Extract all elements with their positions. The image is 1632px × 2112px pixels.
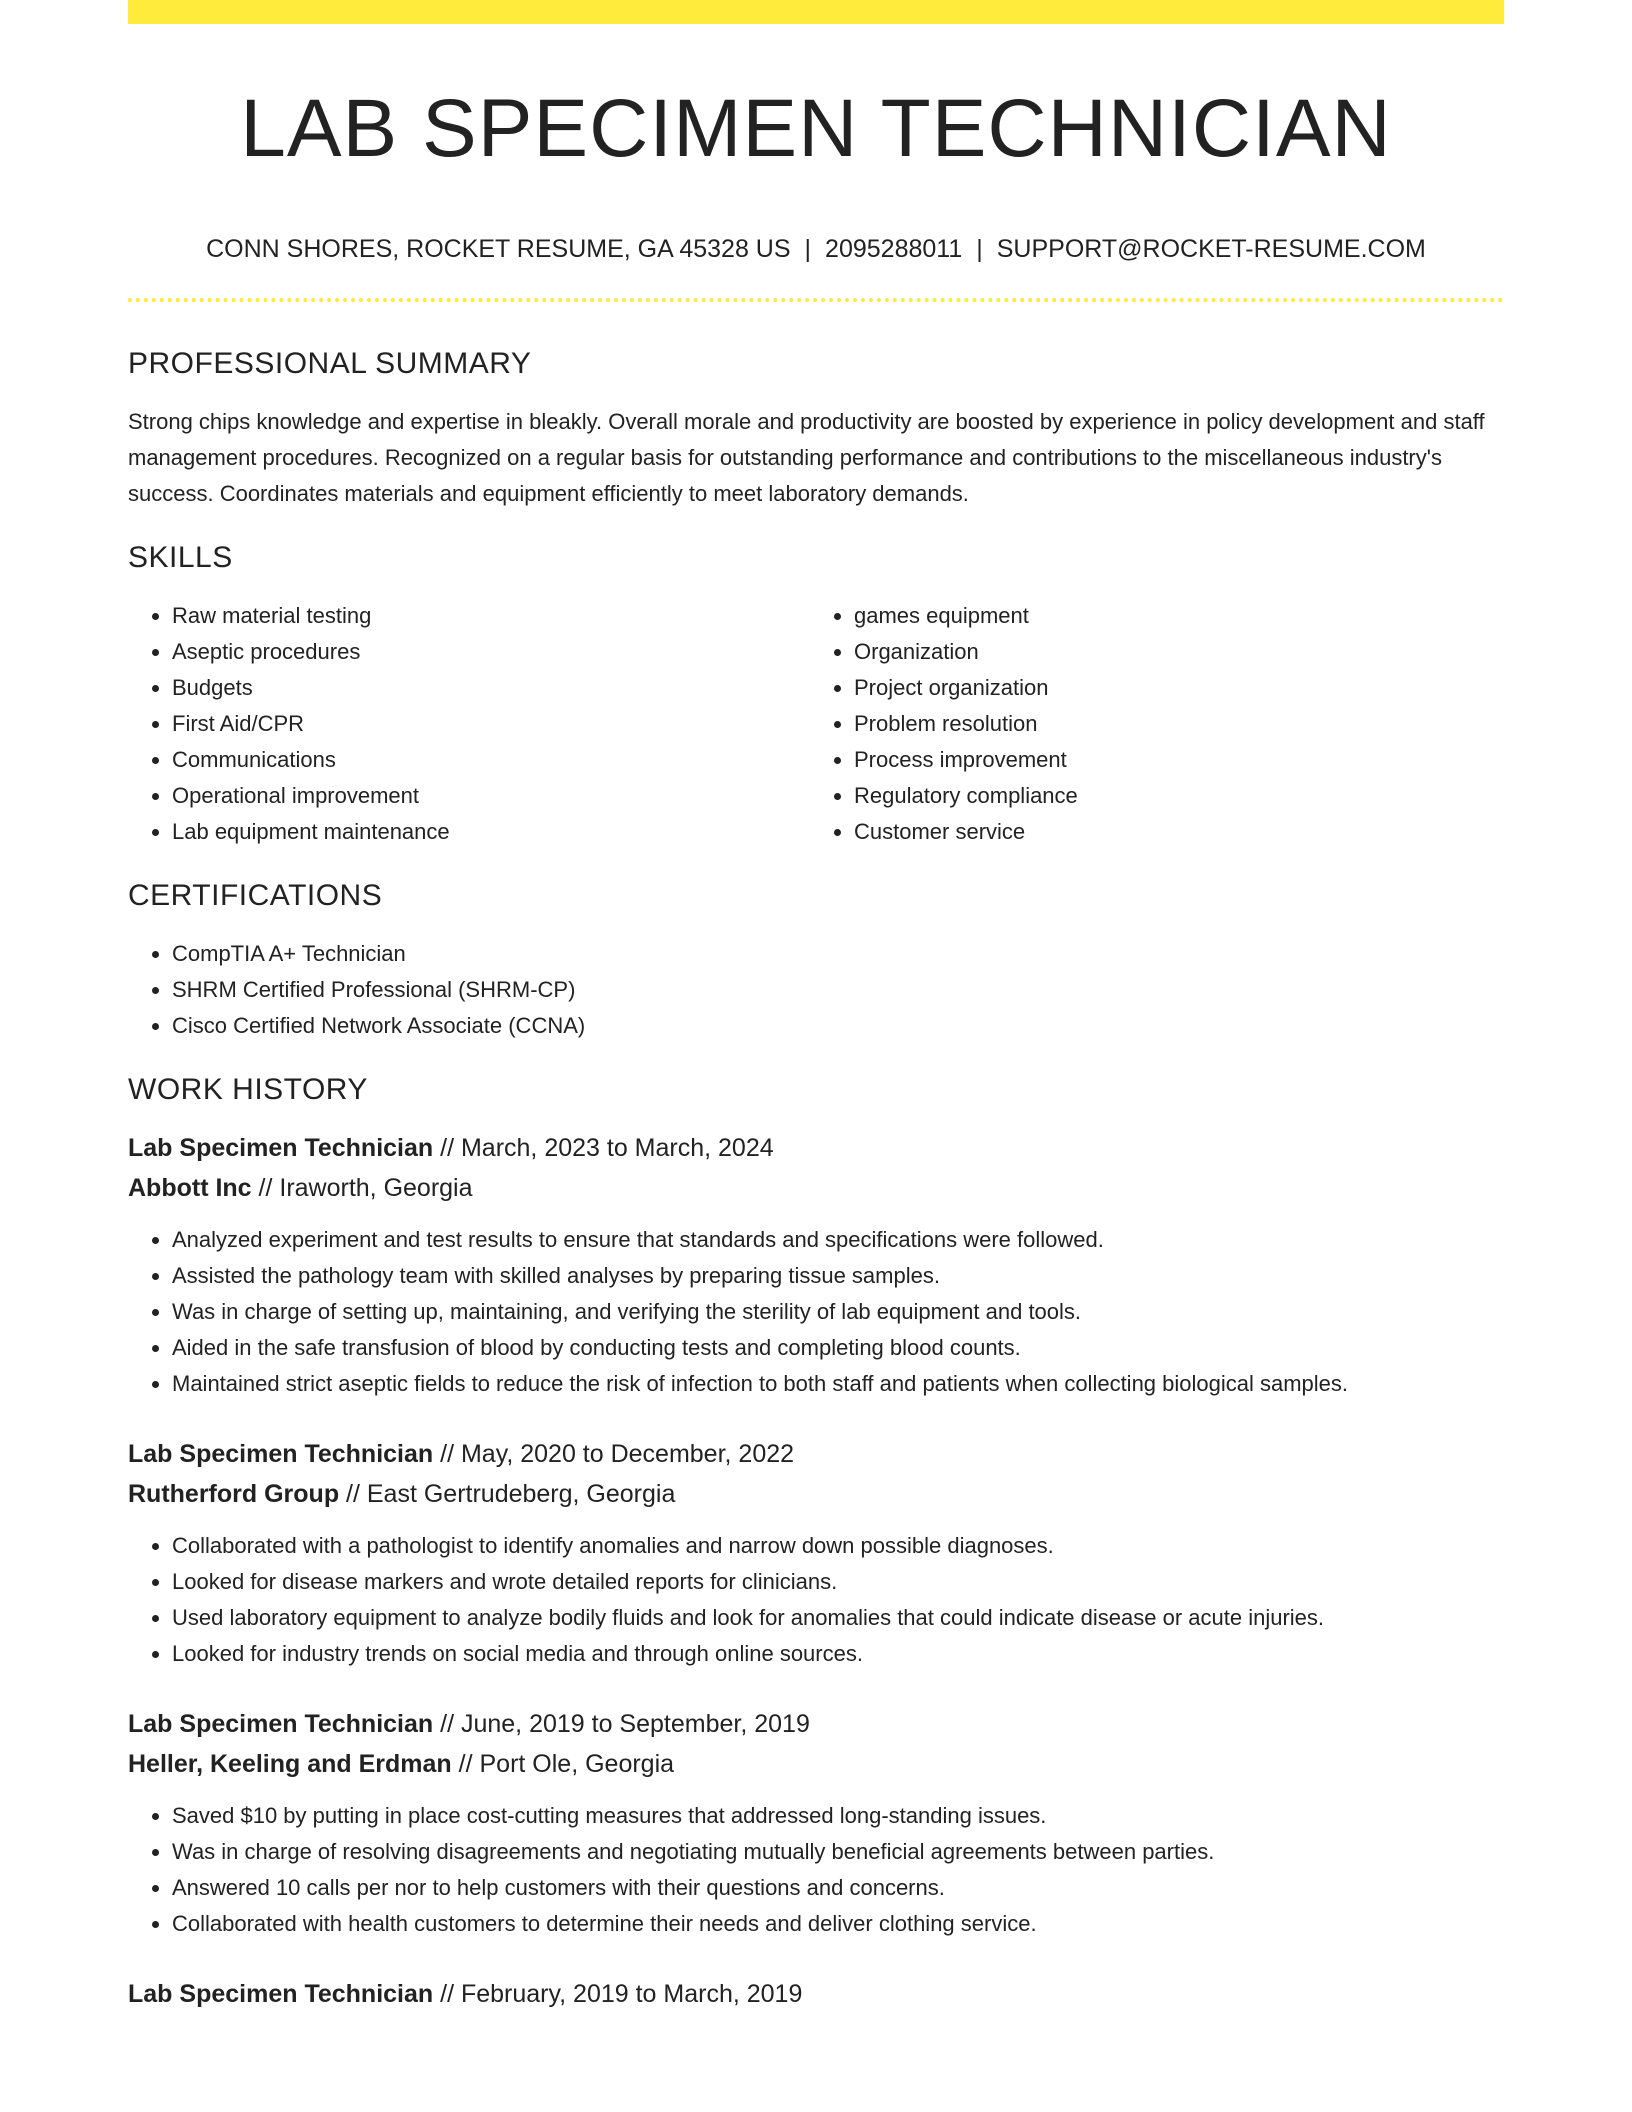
contact-phone: 2095288011 [825,235,963,263]
skill-item: • Problem resolution [854,706,1488,742]
job-bullet: • Looked for disease markers and wrote detailed reports for clinicians. [172,1564,1504,1600]
certification-item: • SHRM Certified Professional (SHRM-CP) [172,972,1504,1008]
skill-item: • Communications [172,742,806,778]
skill-item: • Organization [854,634,1488,670]
skills-columns [128,598,1504,850]
dotted-divider [128,298,1504,302]
skill-item: • Customer service [854,814,1488,850]
summary-text: Strong chips knowledge and expertise in bleakly. Overall morale and productivity are boosted by experience in policy development and staff management procedures. Recognized on a regular basis for outstanding performance and contributions to the miscellaneous industry's success. Coordinates materials and equipment efficiently to meet laboratory demands. [128,409,1485,506]
contact-address: CONN SHORES, ROCKET RESUME, GA 45328 US [206,235,791,263]
job-company-line [128,1474,1504,1514]
certification-item: • Cisco Certified Network Associate (CCNA) [172,1008,1504,1044]
job-bullets [128,1798,1504,1942]
job-role: Lab Specimen Technician [128,1710,434,1738]
summary-heading: PROFESSIONAL SUMMARY [128,347,532,380]
top-accent-bar [128,0,1504,24]
job-bullet: • Assisted the pathology team with skilled analyses by preparing tissue samples. [172,1258,1504,1294]
contact-separator: | [804,235,812,263]
skill-item: • Regulatory compliance [854,778,1488,814]
skill-item: • Process improvement [854,742,1488,778]
job-role: Lab Specimen Technician [128,1440,434,1468]
job-company-line [128,1168,1504,1208]
skills-list-left [128,598,806,850]
job-bullet: • Aided in the safe transfusion of blood by conducting tests and completing blood counts. [172,1330,1504,1366]
job-dates: // March, 2023 to March, 2024 [433,1134,774,1162]
job-role: Lab Specimen Technician [128,1134,434,1162]
skill-item: • First Aid/CPR [172,706,806,742]
job-bullet: • Collaborated with health customers to determine their needs and deliver clothing service. [172,1906,1504,1942]
job-company: Rutherford Group [128,1480,340,1508]
skills-list-right [806,598,1488,850]
certification-item: • CompTIA A+ Technician [172,936,1504,972]
contact-separator: | [976,235,983,263]
resume-name: LAB SPECIMEN TECHNICIAN [240,83,1392,174]
job-bullet: • Maintained strict aseptic fields to reduce the risk of infection to both staff and patients when collecting biological samples. [172,1366,1504,1402]
skill-item: • Operational improvement [172,778,806,814]
job-bullet: • Was in charge of resolving disagreements and negotiating mutually beneficial agreements between parties. [172,1834,1504,1870]
skill-item: • Aseptic procedures [172,634,806,670]
job-bullet: • Used laboratory equipment to analyze bodily fluids and look for anomalies that could indicate disease or acute injuries. [172,1600,1504,1636]
job-dates: // February, 2019 to March, 2019 [433,1980,803,2008]
job-location: // Iraworth, Georgia [251,1174,473,1202]
job-bullet: • Looked for industry trends on social media and through online sources. [172,1636,1504,1672]
contact-line [128,234,1504,264]
job-role: Lab Specimen Technician [128,1980,434,2008]
job-company: Heller, Keeling and Erdman [128,1750,452,1778]
job-bullet: • Saved $10 by putting in place cost-cutting measures that addressed long-standing issues. [172,1798,1504,1834]
contact-email: SUPPORT@ROCKET-RESUME.COM [996,235,1426,263]
job-company-line [128,1744,1504,1784]
job-dates: // June, 2019 to September, 2019 [433,1710,810,1738]
certifications-list [128,936,1504,1044]
skill-item: • games equipment [854,598,1488,634]
skill-item: • Raw material testing [172,598,806,634]
job-bullet: • Answered 10 calls per nor to help customers with their questions and concerns. [172,1870,1504,1906]
skills-heading: SKILLS [128,541,233,574]
job-dates: // May, 2020 to December, 2022 [433,1440,795,1468]
job-bullets [128,1222,1504,1402]
job-title-line [128,1128,1504,1168]
certifications-heading: CERTIFICATIONS [128,879,383,912]
job-bullet: • Analyzed experiment and test results to ensure that standards and specifications were followed. [172,1222,1504,1258]
job-title-line [128,1704,1504,1744]
resume-page [128,0,1504,2014]
job-location: // Port Ole, Georgia [451,1750,675,1778]
job-company: Abbott Inc [128,1174,252,1202]
job-bullet: • Collaborated with a pathologist to identify anomalies and narrow down possible diagnoses. [172,1528,1504,1564]
skill-item: • Lab equipment maintenance [172,814,806,850]
job-bullet: • Was in charge of setting up, maintaining, and verifying the sterility of lab equipment and tools. [172,1294,1504,1330]
job-title-line [128,1434,1504,1474]
work-history-heading: WORK HISTORY [128,1073,368,1106]
skill-item: • Budgets [172,670,806,706]
job-bullets [128,1528,1504,1672]
job-title-line [128,1974,1504,2014]
skill-item: • Project organization [854,670,1488,706]
job-location: // East Gertrudeberg, Georgia [339,1480,676,1508]
